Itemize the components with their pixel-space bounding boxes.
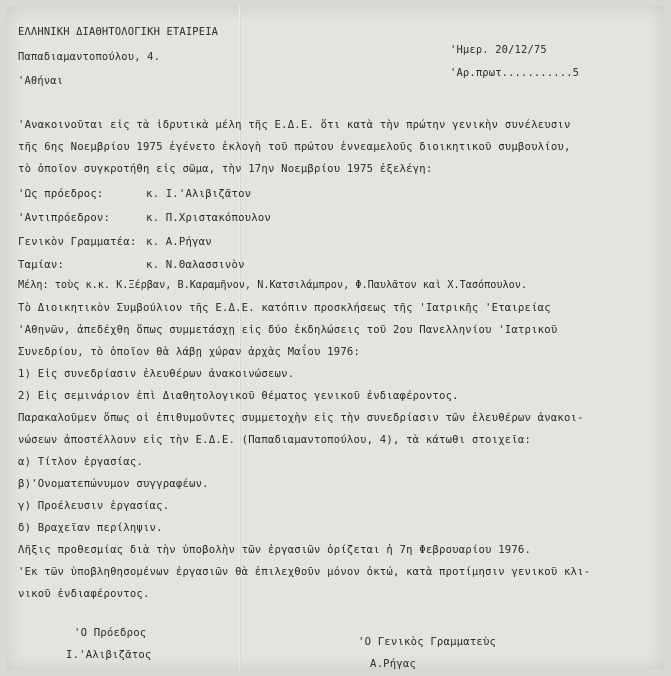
paragraph3-line-1: Παρακαλοῦμεν ὅπως οἱ ἐπιθυμοῦντες συμμετοχὴν εἰς τὴν συνεδρίασιν τῶν ἐλευθέρων ἀνακοι- (18, 412, 584, 424)
document-page (6, 6, 664, 670)
org-address: Παπαδιαμαντοπούλου, 4. (18, 51, 161, 63)
event-item-1: 1) Εἰς συνεδρίασιν ἐλευθέρων ἀνακοινώσεων. (18, 368, 295, 380)
closing-line-2: νικοῦ ἐνδιαφέροντος. (18, 588, 150, 600)
paragraph2-line-2: 'Αθηνῶν, ἀπεδέχθη ὅπως συμμετάσχῃ εἰς δύο ἐκδηλώσεις τοῦ 2ου Πανελληνίου 'Ιατρικοῦ (18, 324, 558, 336)
event-item-2: 2) Εἰς σεμινάριον ἐπὶ Διαθητολογικοῦ θέματος γενικοῦ ἐνδιαφέροντος. (18, 390, 459, 402)
org-city: 'Αθήναι (18, 75, 64, 87)
board-member-name: κ. Ι.'Αλιβιζᾶτον (146, 188, 252, 200)
intro-line-3: τὸ ὁποῖον συγκροτήθη εἰς σῶμα, τὴν 17ην Νοεμβρίου 1975 ἐξελέγη: (18, 163, 433, 175)
requirement-item-b: β)'Ονοματεπώνυμον συγγραφέων. (18, 478, 209, 490)
signature-left-title: 'Ο Πρόεδρος (74, 627, 147, 639)
board-row-president (18, 188, 251, 200)
board-role: 'Αντιπρόεδρον: (18, 212, 111, 224)
intro-line-1: 'Ανακοινοῦται εἰς τὰ ἱδρυτικὰ μέλη τῆς Ε.Δ.Ε. ὅτι κατὰ τὴν πρώτην γενικὴν συνέλευσιν (18, 119, 571, 131)
board-role: 'Ως πρόεδρος: (18, 188, 104, 200)
protocol-number: 'Αρ.πρωτ...........5 (450, 67, 580, 79)
requirement-item-a: α) Τίτλον ἐργασίας. (18, 456, 143, 468)
closing-line-1: 'Εκ τῶν ὑποβληθησομένων ἐργασιῶν θὰ ἐπιλεχθοῦν μόνον ὀκτώ, κατὰ προτίμησιν γενικοῦ κλι- (18, 566, 591, 578)
board-member-name: κ. Ν.Θαλασσινὸν (146, 259, 245, 271)
document-date: 'Ημερ. 20/12/75 (450, 44, 547, 56)
board-role: Γενικὸν Γραμματέα: (18, 236, 137, 248)
board-role: Ταμίαν: (18, 259, 65, 271)
paragraph2-line-3: Συνεδρίου, τὸ ὁποῖον θὰ λάβῃ χώραν ἀρχὰς Μαΐου 1976: (18, 346, 361, 358)
deadline-text: Λῆξις προθεσμίας διὰ τὴν ὑποβολὴν τῶν ἐργασιῶν ὁρίζεται ἡ 7η Φεβρουαρίου 1976. (18, 544, 532, 556)
board-row-secretary (18, 236, 212, 248)
requirement-item-c: γ) Προέλευσιν ἐργασίας. (18, 500, 170, 512)
signature-right-title: 'Ο Γενικὸς Γραμματεὺς (358, 636, 497, 648)
signature-right-name: Α.Ρήγας (370, 658, 417, 670)
signature-left-name: Ι.'Αλιβιζᾶτος (66, 649, 152, 661)
intro-line-2: τῆς 6ης Νοεμβρίου 1975 ἐγένετο ἐκλογὴ τοῦ πρώτου ἐννεαμελοῦς διοικητικοῦ συμβουλίου, (18, 141, 571, 153)
paragraph3-line-2: νώσεων ἀποστέλλουν εἰς τὴν Ε.Δ.Ε. (Παπαδιαμαντοπούλου, 4), τὰ κάτωθι στοιχεῖα: (18, 434, 532, 446)
board-row-treasurer (18, 259, 245, 271)
board-row-vice-president (18, 212, 271, 224)
board-member-name: κ. Α.Ρήγαν (146, 236, 212, 248)
board-members: Μέλη: τοὺς κ.κ. Κ.Ξέρβαν, Β.Καραμῆνον, Ν.Κατσιλάμπρον, Φ.Παυλᾶτον καὶ Χ.Τασόπουλον. (18, 280, 528, 291)
paragraph2-line-1: Τὸ Διοικητικὸν Συμβούλιον τῆς Ε.Δ.Ε. κατόπιν προσκλήσεως τῆς 'Ιατρικῆς 'Εταιρείας (18, 302, 551, 314)
org-name: ΕΛΛΗΝΙΚΗ ΔΙΑΘΗΤΟΛΟΓΙΚΗ ΕΤΑΙΡΕΙΑ (18, 26, 219, 38)
board-member-name: κ. Π.Χριστακόπουλον (146, 212, 271, 224)
requirement-item-d: δ) Βραχεῖαν περίληψιν. (18, 522, 163, 534)
